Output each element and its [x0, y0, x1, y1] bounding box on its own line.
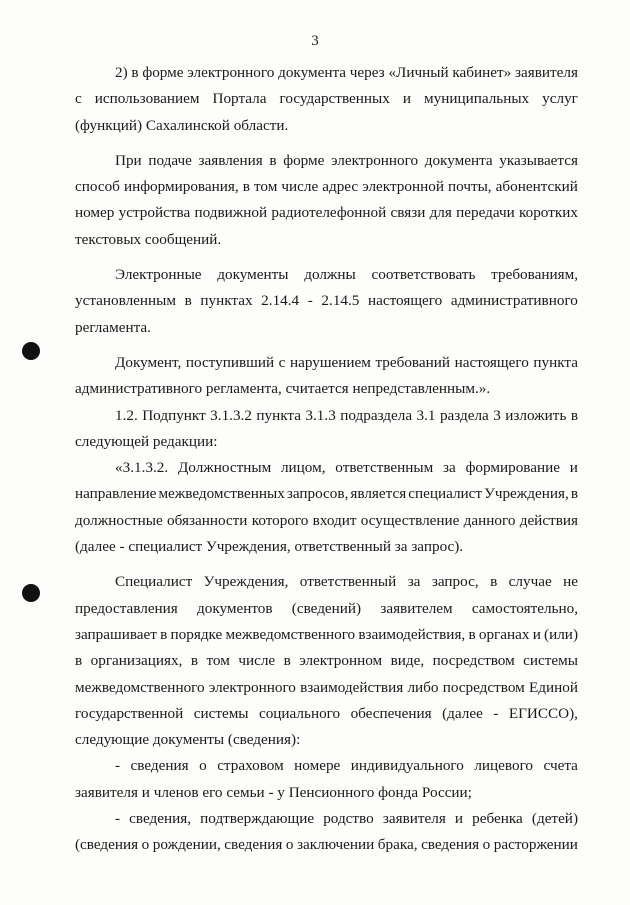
text-line: установленным в пунктах 2.14.4 - 2.14.5 настоящего административного: [75, 292, 578, 310]
text-line: запрашивает в порядке межведомственного взаимодействия, в органах и (или): [75, 625, 578, 643]
text-line: способ информирования, в том числе адрес электронной почты, абонентский: [75, 178, 578, 196]
text-line: следующей редакции:: [75, 432, 218, 450]
punch-hole-top: [22, 342, 40, 360]
text-line: Документ, поступивший с нарушением требований настоящего пункта: [115, 353, 578, 371]
text-line: должностные обязанности которого входит осуществление данного действия: [75, 511, 578, 529]
text-line: (далее - специалист Учреждения, ответственный за запрос).: [75, 538, 464, 556]
text-line: - сведения, подтверждающие родство заявителя и ребенка (детей): [115, 810, 578, 828]
document-body: [75, 60, 578, 859]
punch-hole-bottom: [22, 584, 40, 602]
text-line: административного регламента, считается непредставленным.».: [75, 380, 491, 398]
text-line: межведомственного электронного взаимодействия либо посредством Единой: [75, 678, 578, 696]
text-line: - сведения о страховом номере индивидуального лицевого счета: [115, 757, 578, 775]
page-number: 3: [311, 33, 319, 49]
text-line: регламента.: [75, 318, 151, 336]
text-line: следующие документы (сведения):: [75, 731, 301, 749]
text-line: государственной системы социального обеспечения (далее - ЕГИССО),: [75, 704, 578, 722]
text-line: с использованием Портала государственных и муниципальных услуг: [75, 90, 578, 108]
text-line: (сведения о рождении, сведения о заключении брака, сведения о расторжении: [75, 836, 578, 854]
text-line: 2) в форме электронного документа через «Личный кабинет» заявителя: [115, 64, 578, 81]
text-line: предоставления документов (сведений) заявителем самостоятельно,: [75, 599, 578, 617]
text-line: «3.1.3.2. Должностным лицом, ответственным за формирование и: [115, 459, 578, 477]
text-line: номер устройства подвижной радиотелефонной связи для передачи коротких: [75, 204, 578, 222]
text-line: направление межведомственных запросов, является специалист Учреждения, в: [75, 485, 578, 503]
text-line: Специалист Учреждения, ответственный за запрос, в случае не: [115, 573, 578, 591]
text-line: (функций) Сахалинской области.: [75, 116, 289, 134]
text-line: в организациях, в том числе в электронном виде, посредством системы: [75, 652, 578, 670]
text-line: заявителя и членов его семьи - у Пенсионного фонда России;: [75, 783, 472, 801]
text-line: 1.2. Подпункт 3.1.3.2 пункта 3.1.3 подраздела 3.1 раздела 3 изложить в: [115, 406, 578, 424]
text-line: При подаче заявления в форме электронного документа указывается: [115, 151, 578, 169]
text-line: Электронные документы должны соответствовать требованиям,: [115, 266, 578, 284]
text-line: текстовых сообщений.: [75, 230, 222, 248]
